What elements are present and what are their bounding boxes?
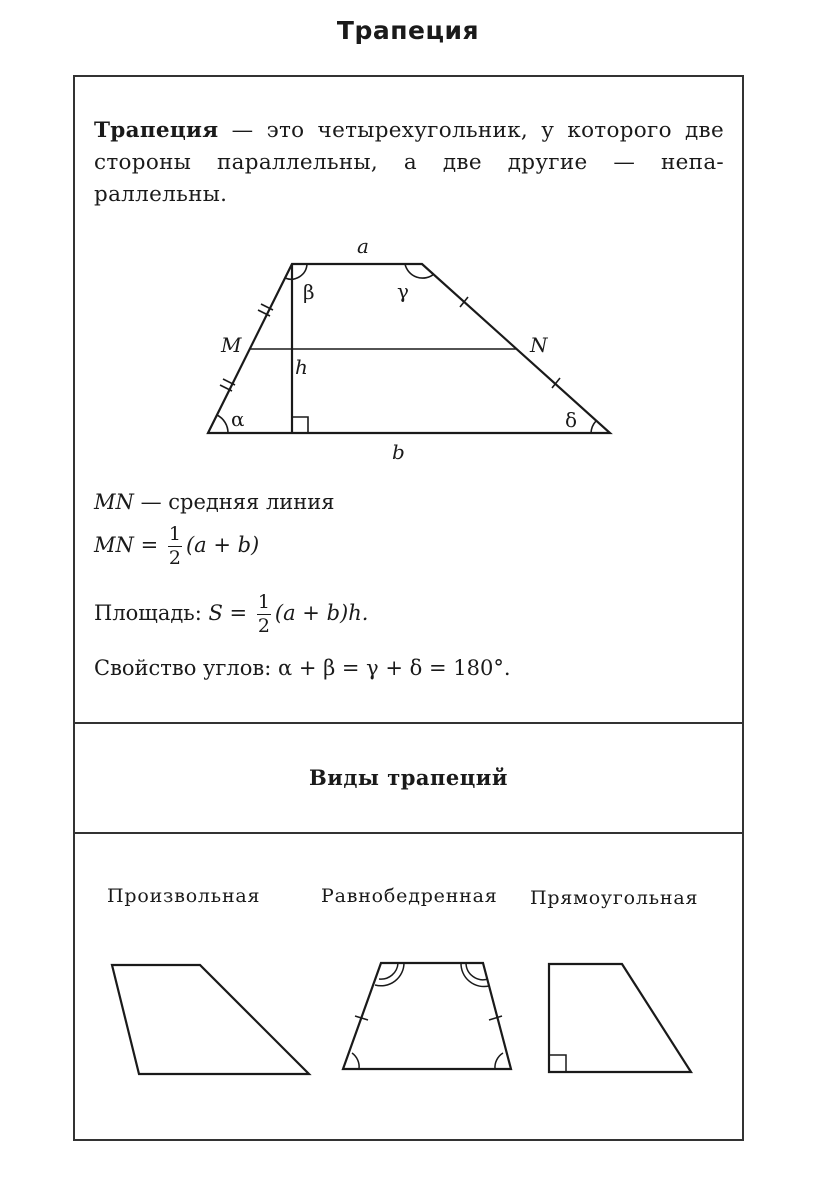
area-fraction-numerator: 1 bbox=[257, 591, 270, 613]
types-header: Виды трапеций bbox=[309, 765, 508, 790]
midline-lhs: MN bbox=[94, 533, 134, 557]
definition-text: — это четырехугольник, у которого две стороны параллельны, а две другие — непа-раллельны. bbox=[94, 118, 724, 207]
label-m: M bbox=[221, 333, 242, 357]
types-figures bbox=[75, 937, 742, 1187]
arbitrary-trapezoid bbox=[112, 965, 309, 1074]
fraction-denominator: 2 bbox=[168, 547, 181, 569]
content-frame bbox=[73, 75, 744, 1141]
label-gamma: γ bbox=[397, 279, 409, 303]
label-n: N bbox=[530, 333, 548, 357]
angles-expr: α + β = γ + δ = 180°. bbox=[277, 656, 511, 680]
divider-top bbox=[75, 722, 742, 724]
delta-arc bbox=[591, 421, 596, 433]
midline-eq: = bbox=[133, 533, 165, 557]
area-var: S bbox=[208, 601, 223, 625]
fraction-numerator: 1 bbox=[168, 523, 181, 545]
trapezoid-figure bbox=[75, 77, 742, 477]
area-rhs: (a + b)h. bbox=[274, 601, 369, 625]
alpha-arc bbox=[217, 415, 228, 433]
midline-desc: — средняя линия bbox=[133, 490, 335, 514]
area-fraction bbox=[257, 593, 271, 636]
right-trapezoid bbox=[549, 964, 691, 1072]
angle-property bbox=[94, 656, 511, 680]
midline-name: MN bbox=[94, 490, 134, 514]
midline-fraction bbox=[168, 525, 182, 568]
label-isosceles: Равнобедренная bbox=[321, 885, 498, 907]
label-a: a bbox=[357, 234, 369, 258]
area-label: Площадь: bbox=[94, 601, 209, 625]
area-fraction-denominator: 2 bbox=[257, 615, 270, 637]
definition-term: Трапеция bbox=[94, 118, 219, 143]
label-beta: β bbox=[303, 280, 315, 304]
midline-definition bbox=[94, 490, 335, 514]
label-b: b bbox=[392, 440, 405, 464]
midline-rhs: (a + b) bbox=[185, 533, 260, 557]
midline-formula bbox=[94, 525, 259, 568]
label-h: h bbox=[295, 355, 308, 379]
angles-label: Свойство углов: bbox=[94, 656, 278, 680]
divider-bottom bbox=[75, 832, 742, 834]
right-angle-mark bbox=[292, 417, 308, 433]
label-arbitrary: Произвольная bbox=[107, 885, 261, 907]
label-delta: δ bbox=[565, 408, 578, 432]
label-right: Прямоугольная bbox=[530, 887, 699, 909]
area-eq: = bbox=[222, 601, 254, 625]
area-formula bbox=[94, 593, 368, 636]
page-title: Трапеция bbox=[336, 16, 480, 45]
label-alpha: α bbox=[231, 407, 245, 431]
isosceles-trapezoid bbox=[343, 963, 511, 1069]
